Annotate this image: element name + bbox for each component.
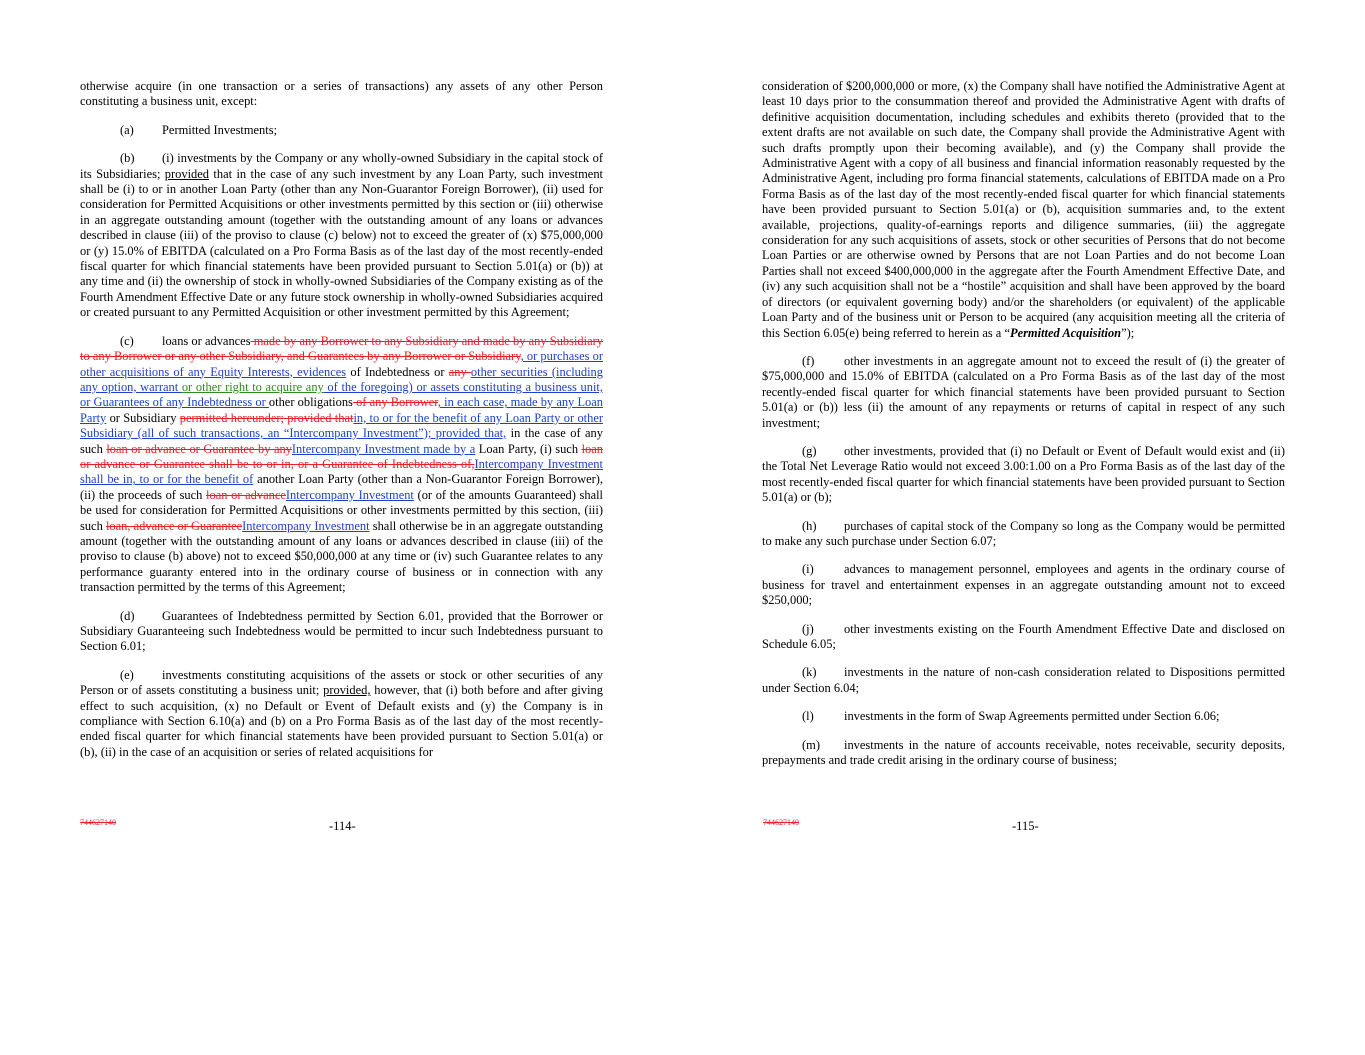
clause-j: (j) other investments existing on the Fourth Amendment Effective Date and disclosed on Schedule 6.05; xyxy=(762,621,1285,651)
clause-b: (b) (i) investments by the Company or any wholly-owned Subsidiary in the capital stock of its Subsidiaries; provided that in the case of any such investment by any Loan Party, such investment shall be (i) to or in another Loan Party (other than any Non-Guarantor Foreign Borrower), (ii) used for consideration for Permitted Acquisitions or other investments permitted by this section or (iii) otherwise in an aggregate outstanding amount (together with the outstanding amount of any loans or advances described in clause (iii) of the proviso to clause (c) below) not to exceed the greater of (x) $75,000,000 or (y) 15.0% of EBITDA (calculated on a Pro Forma Basis as of the last day of the most recently-ended fiscal quarter for which financial statements have been provided pursuant to Section 5.01(a) or (b)) at any time and (ii) the ownership of stock in wholly-owned Subsidiaries of the Company existing as of the Fourth Amendment Effective Date or any future stock ownership in wholly-owned Subsidiaries acquired or created pursuant to any Permitted Acquisition or other investment permitted by this Agreement; xyxy=(80,151,603,320)
clause-label: (j) xyxy=(802,621,814,636)
deleted-text: loan or advance or Guarantee by any xyxy=(106,441,292,456)
clause-e: (e) investments constituting acquisitions of the assets or stock or other securities of any Person or of assets constituting a business unit; provided, however, that (i) both before and after giving effect to such acquisition, (x) no Default or Event of Default exists and (y) the Company is in compliance with Section 6.10(a) and (b) on a Pro Forma Basis as of the last day of the most recently-ended fiscal quarter for which financial statements have been provided pursuant to Section 5.01(a) or (b), (ii) in the case of an acquisition or series of related acquisitions for xyxy=(80,667,603,759)
clause-a: (a) Permitted Investments; xyxy=(120,122,278,137)
inserted-text: in, to or for the benefit of any Loan Party or other Subsidiary (all of such transactions, an “Intercompany Investment”); provided that, xyxy=(80,410,603,441)
clause-label: (i) xyxy=(802,562,814,577)
clause-label: (d) xyxy=(120,608,135,623)
clause-m: (m) investments in the nature of accounts receivable, notes receivable, security deposits, prepayments and trade credit arising in the ordinary course of business; xyxy=(762,737,1285,768)
clause-label: (f) xyxy=(802,353,815,368)
clause-label: (k) xyxy=(802,665,817,680)
clause-g: (g) other investments, provided that (i) no Default or Event of Default would exist and (ii) the Total Net Leverage Ratio would not exceed 3.00:1.00 on a Pro Forma Basis as of the last day of the most recently-ended fiscal quarter for which financial statements have been provided pursuant to Section 5.01(a) or (b); xyxy=(762,443,1285,505)
inserted-text: , in each case, made by any Loan Party xyxy=(80,395,603,425)
inserted-text: , or purchases or other acquisitions of any Equity Interests, evidences xyxy=(80,349,603,379)
clause-i: (i) advances to management personnel, employees and agents in the ordinary course of business for travel and entertainment expenses in an aggregate outstanding amount not to exceed $250,000; xyxy=(762,562,1285,608)
inserted-text: Intercompany Investment xyxy=(285,487,414,502)
deleted-text: loan or advance xyxy=(206,487,286,502)
clause-d: (d) Guarantees of Indebtedness permitted by Section 6.01, provided that the Borrower or Subsidiary Guaranteeing such Indebtedness would be permitted to incur such Indebtedness pursuant to Section 6.01; xyxy=(80,608,603,654)
clause-label: (b) xyxy=(120,151,135,166)
clause-label: (l) xyxy=(802,709,814,724)
clause-c: (c) loans or advances made by any Borrower to any Subsidiary and made by any Subsidiary to any Borrower or any other Subsidiary, and Guarantees by any Borrower or Subsidiary, or purchases or other acquisitions of any Equity Interests, evidences of Indebtedness or any other securities (including any option, warrant or other right to acquire any of the foregoing) or assets constituting a business unit, or Guarantees of any Indebtedness or other obligations of any Borrower, in each case, made by any Loan Party or Subsidiary permitted hereunder; provided thatin, to or for the benefit of any Loan Party or other Subsidiary (all of such transactions, an “Intercompany Investment”); provided that, in the case of any such loan or advance or Guarantee by anyIntercompany Investment made by a Loan Party, (i) such loan or advance or Guarantee shall be to or in, or a Guarantee of Indebtedness of,Intercompany Investment shall be in, to or for the benefit of another Loan Party (other than a Non-Guarantor Foreign Borrower), (ii) the proceeds of such loan or advanceIntercompany Investment (or of the amounts Guaranteed) shall be used for consideration for Permitted Acquisitions or other investments permitted by this section, (iii) such loan, advance or GuaranteeIntercompany Investment shall otherwise be in an aggregate outstanding amount (together with the outstanding amount of any loans or advances described in clause (iii) of the proviso to clause (b) above) not to exceed $50,000,000 at any time or (iv) such Guarantee relates to any performance guaranty entered into in the ordinary course of business or in connection with any transaction permitted by the terms of this Agreement; xyxy=(80,333,604,595)
inserted-text: other securities (including any option, warrant xyxy=(80,364,603,394)
deleted-text: made by any Borrower to any Subsidiary and made by any Subsidiary to any Borrower or any other Subsidiary, and Guarantees by any Borrower or Subsidiary xyxy=(80,333,603,364)
clause-label: (m) xyxy=(802,737,820,752)
document-id: 744627140 xyxy=(80,818,116,827)
inserted-text: Intercompany Investment made by a xyxy=(291,441,476,456)
page-number: -114- xyxy=(329,819,356,833)
intro-paragraph: otherwise acquire (in one transaction or a series of transactions) any assets of any other Person constituting a business unit, except: xyxy=(80,79,603,109)
deleted-text: any xyxy=(448,364,471,379)
page-number: -115- xyxy=(1012,819,1039,833)
clause-f: (f) other investments in an aggregate amount not to exceed the result of (i) the greater of $75,000,000 and 15.0% of EBITDA (calculated on a Pro Forma Basis as of the last day of the most recently-ended fiscal quarter for which financial statements have been provided pursuant to Section 5.01(a) or (b)) less (ii) the amount of any repayments or returns of capital in respect of any such investment; xyxy=(762,353,1285,430)
clause-k: (k) investments in the nature of non-cash consideration related to Dispositions permitted under Section 6.04; xyxy=(762,665,1285,695)
clause-label: (c) xyxy=(120,333,134,348)
moved-text: or other right to acquire any xyxy=(181,379,324,394)
inserted-text: of the foregoing) or assets constituting a business unit, or Guarantees of any Indebtedness or xyxy=(80,379,603,410)
clause-label: (h) xyxy=(802,518,817,533)
continued-paragraph: consideration of $200,000,000 or more, (x) the Company shall have notified the Administrative Agent at least 10 days prior to the consummation thereof and provided the Administrative Agent with drafts of definitive acquisition documentation, including schedules and exhibits thereto (provided that to the extent drafts are not available on such date, the Company shall provide the Administrative Agent with such drafts promptly upon their becoming available), and (y) the Company shall provide the Administrative Agent with a copy of all business and financial information reasonably requested by the Administrative Agent, including pro forma financial statements, calculations of EBITDA made on a Pro Forma Basis as of the last day of the most recently-ended fiscal quarter for which financial statements have been provided pursuant to Section 5.01(a) or (b), acquisition summaries and, to the extent available, projections, quality-of-earnings reports and diligence summaries, (iii) the aggregate consideration for any such acquisitions of assets, stock or other securities of Persons that do not become Loan Parties or are otherwise owned by Persons that are not Loan Parties and do not become Loan Parties shall not exceed $400,000,000 in the aggregate after the Fourth Amendment Effective Date, and (iv) any such acquisition shall not be a “hostile” acquisition and shall have been approved by the board of directors (or equivalent governing body) and/or the shareholders (or equivalent) of the applicable Loan Party and of the business unit or Person to be acquired (any acquisition meeting all the criteria of this Section 6.05(e) being referred to herein as a “Permitted Acquisition”); xyxy=(762,79,1285,340)
deleted-text: of any Borrower xyxy=(352,395,438,410)
clause-label: (a) xyxy=(120,122,134,137)
clause-h: (h) purchases of capital stock of the Company so long as the Company would be permitted to make any such purchase under Section 6.07; xyxy=(762,518,1285,548)
clause-l: (l) investments in the form of Swap Agreements permitted under Section 6.06; xyxy=(802,709,1220,724)
defined-term: Permitted Acquisition xyxy=(1009,325,1122,340)
inserted-text: Intercompany Investment shall be in, to or for the benefit of xyxy=(80,456,603,487)
clause-label: (g) xyxy=(802,443,817,458)
page-114 xyxy=(80,79,603,773)
deleted-text: permitted hereunder; provided that xyxy=(179,410,354,425)
page-115 xyxy=(762,79,1285,781)
inserted-text: Intercompany Investment xyxy=(242,518,370,533)
clause-label: (e) xyxy=(120,667,134,682)
deleted-text: loan or advance or Guarantee shall be to or in, or a Guarantee of Indebtedness of, xyxy=(80,441,603,471)
document-id: 744627140 xyxy=(763,818,799,827)
deleted-text: loan, advance or Guarantee xyxy=(105,518,243,533)
